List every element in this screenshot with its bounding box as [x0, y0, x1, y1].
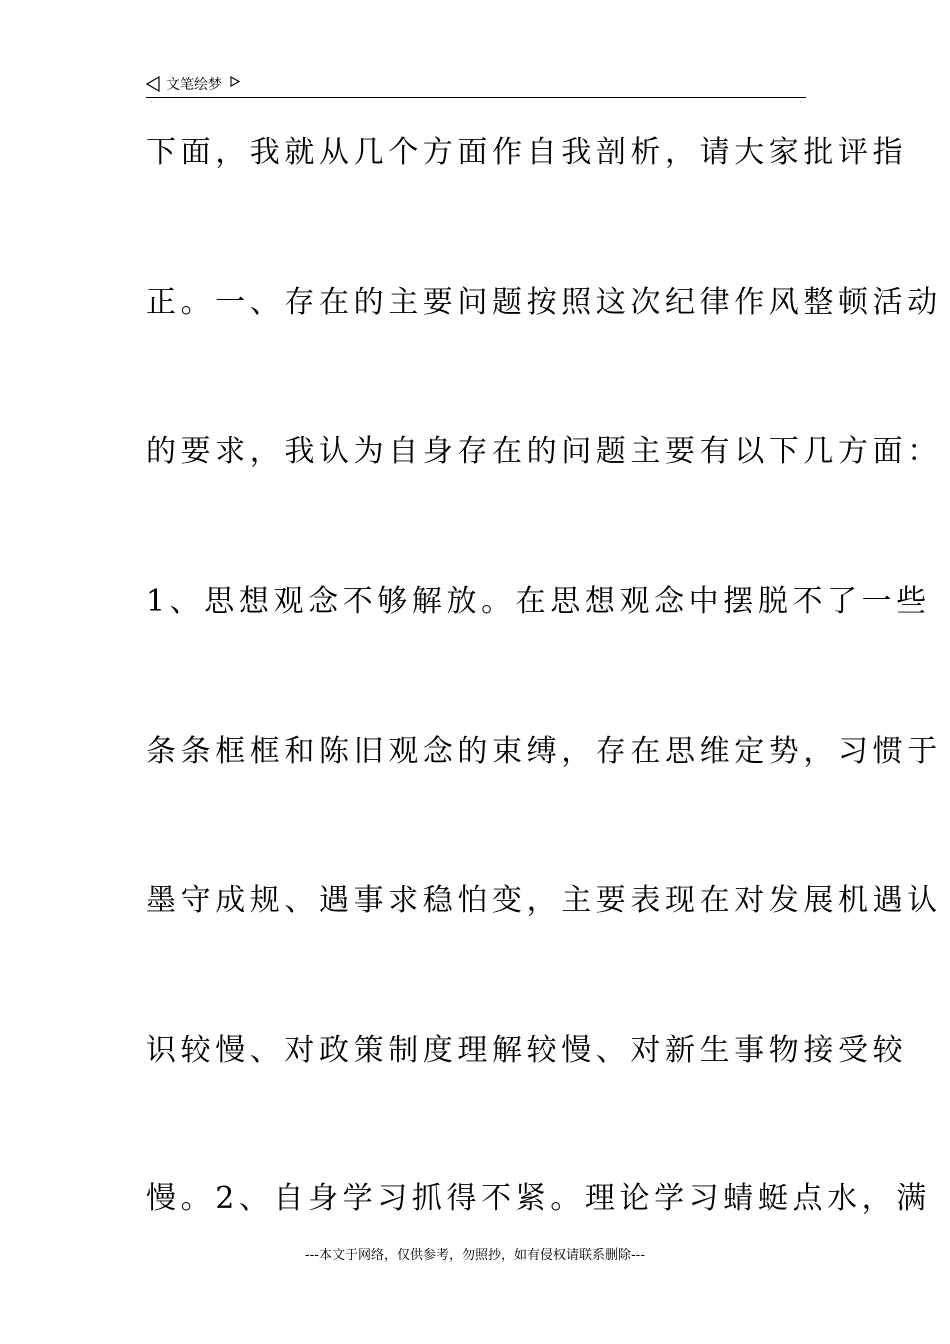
body-line: 的要求，我认为自身存在的问题主要有以下几方面： [146, 434, 942, 469]
body-line: 正。一、存在的主要问题按照这次纪律作风整顿活动 [146, 285, 942, 320]
body-line: 下面，我就从几个方面作自我剖析，请大家批评指 [146, 135, 908, 170]
triangle-right-outline-icon [230, 76, 240, 87]
body-line: 1、思想观念不够解放。在思想观念中摆脱不了一些 [146, 584, 931, 619]
triangle-left-outline-icon [146, 76, 160, 92]
body-line: 识较慢、对政策制度理解较慢、对新生事物接受较 [146, 1033, 908, 1068]
footer-disclaimer: ---本文于网络，仅供参考，勿照抄，如有侵权请联系删除--- [304, 1248, 646, 1263]
body-line: 慢。2、自身学习抓得不紧。理论学习蜻蜓点水，满 [146, 1181, 931, 1216]
body-line: 墨守成规、遇事求稳怕变，主要表现在对发展机遇认 [146, 883, 942, 918]
header-divider [146, 97, 806, 98]
header-title: 文笔绘梦 [166, 77, 222, 93]
body-line: 条条框框和陈旧观念的束缚，存在思维定势，习惯于 [146, 734, 942, 769]
document-header [146, 72, 240, 96]
